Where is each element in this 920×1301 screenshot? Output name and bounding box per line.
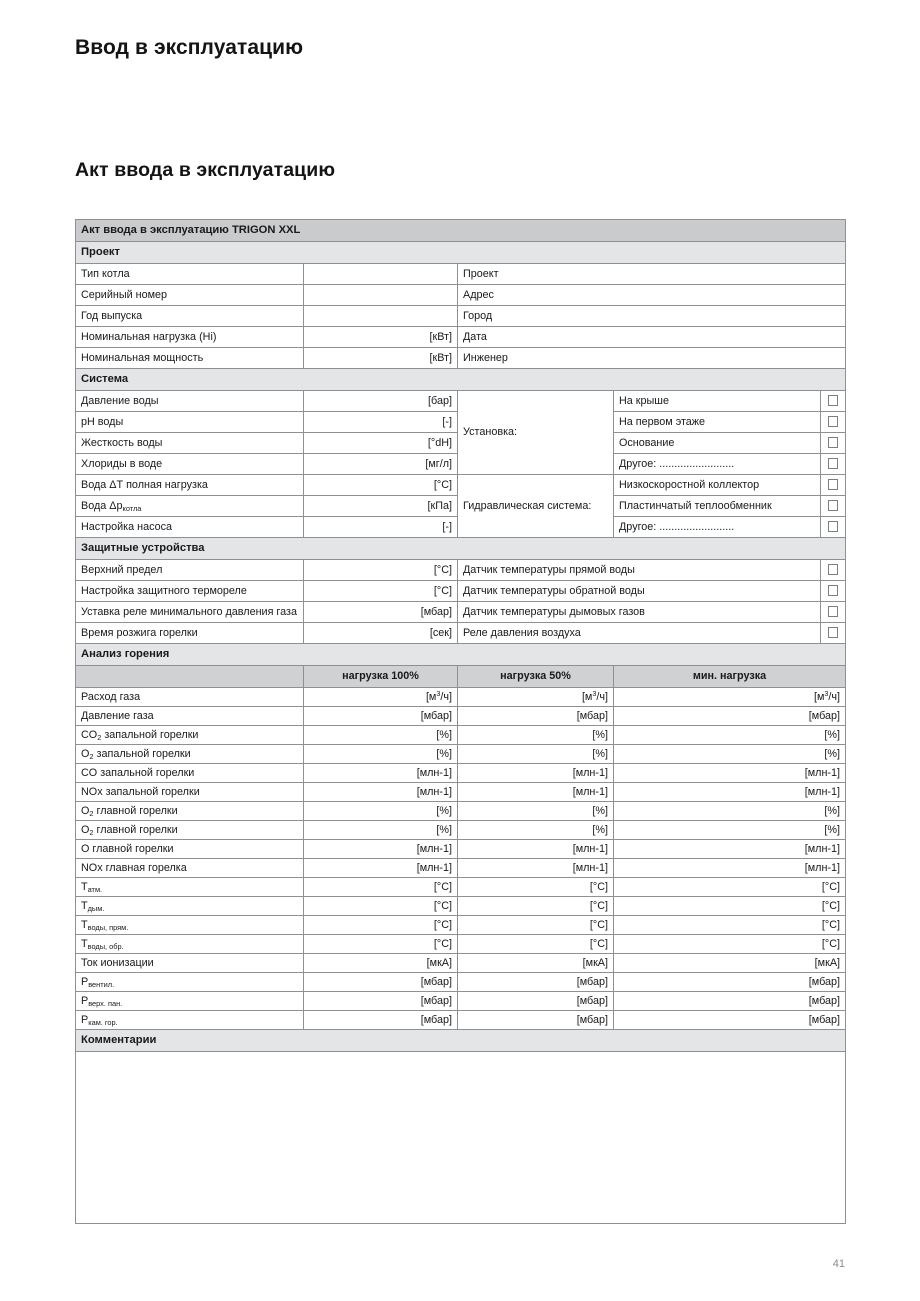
table-title-bar [76, 220, 846, 242]
combustion-value-load50[interactable]: [°C] [458, 935, 614, 954]
combustion-value-load50[interactable]: [млн-1] [458, 859, 614, 878]
combustion-value-loadmin[interactable]: [мбар] [614, 992, 846, 1011]
project-row-unit [304, 285, 458, 306]
system-option-checkbox[interactable] [821, 475, 846, 496]
combustion-value-loadmin[interactable]: [%] [614, 745, 846, 764]
combustion-row-label: NOx запальной горелки [76, 783, 304, 802]
combustion-value-loadmin[interactable]: [°C] [614, 916, 846, 935]
safety-option-checkbox[interactable] [821, 602, 846, 623]
combustion-value-loadmin[interactable]: [°C] [614, 897, 846, 916]
project-row [76, 348, 846, 369]
combustion-value-loadmin[interactable]: [%] [614, 802, 846, 821]
system-row-unit: [бар] [304, 391, 458, 412]
combustion-row [76, 992, 846, 1011]
combustion-col-blank [76, 666, 304, 688]
combustion-row [76, 954, 846, 973]
combustion-col-loadmin: мин. нагрузка [614, 666, 846, 688]
combustion-row [76, 688, 846, 707]
combustion-column-header-row [76, 666, 846, 688]
system-row-label: Вода Δркотла [76, 496, 304, 517]
section-header-safety [76, 538, 846, 560]
project-row-field-label: Проект [458, 264, 846, 285]
combustion-value-load100[interactable]: [мбар] [304, 992, 458, 1011]
safety-row-label: Время розжига горелки [76, 623, 304, 644]
project-row-field-label: Инженер [458, 348, 846, 369]
checkbox-box[interactable] [828, 606, 838, 617]
safety-row-label: Настройка защитного термореле [76, 581, 304, 602]
section-label-project: Проект [76, 242, 846, 264]
safety-row-unit: [мбар] [304, 602, 458, 623]
system-row-label: Давление воды [76, 391, 304, 412]
system-option-checkbox[interactable] [821, 433, 846, 454]
system-row-label: Вода ΔТ полная нагрузка [76, 475, 304, 496]
combustion-row [76, 707, 846, 726]
combustion-value-load50[interactable]: [мбар] [458, 1011, 614, 1030]
system-row-unit: [-] [304, 412, 458, 433]
combustion-value-load100[interactable]: [%] [304, 726, 458, 745]
checkbox-box[interactable] [828, 627, 838, 638]
checkbox-box[interactable] [828, 564, 838, 575]
checkbox-box[interactable] [828, 458, 838, 469]
system-row-label: pH воды [76, 412, 304, 433]
combustion-value-load100[interactable]: [млн-1] [304, 764, 458, 783]
project-row-label: Год выпуска [76, 306, 304, 327]
combustion-row-label: $O_2$ запальной горелки [76, 745, 304, 764]
checkbox-box[interactable] [828, 500, 838, 511]
combustion-row-label: Pкам. гор. [76, 1011, 304, 1030]
combustion-row-label: $O_2$ главной горелки [76, 821, 304, 840]
system-option-label: На первом этаже [614, 412, 821, 433]
combustion-row [76, 878, 846, 897]
combustion-row [76, 973, 846, 992]
combustion-value-loadmin[interactable]: [млн-1] [614, 764, 846, 783]
combustion-value-load50[interactable]: [мкА] [458, 954, 614, 973]
system-row [76, 475, 846, 496]
combustion-value-load100[interactable]: [%] [304, 745, 458, 764]
system-option-checkbox[interactable] [821, 412, 846, 433]
combustion-row-label: CO запальной горелки [76, 764, 304, 783]
section-label-safety: Защитные устройства [76, 538, 846, 560]
combustion-row [76, 821, 846, 840]
combustion-value-load100[interactable]: [мбар] [304, 973, 458, 992]
system-group-installation: Установка: [458, 391, 614, 475]
combustion-row [76, 745, 846, 764]
system-row-unit: [°C] [304, 475, 458, 496]
combustion-value-load50[interactable]: [°C] [458, 916, 614, 935]
combustion-row-label: Pверх. пан. [76, 992, 304, 1011]
combustion-value-load50[interactable]: [млн-1] [458, 764, 614, 783]
project-row-label: Серийный номер [76, 285, 304, 306]
combustion-value-loadmin[interactable]: [мбар] [614, 1011, 846, 1030]
combustion-value-load100[interactable]: [млн-1] [304, 783, 458, 802]
safety-row-label: Уставка реле минимального давления газа [76, 602, 304, 623]
system-option-label: Другое: ......................... [614, 517, 821, 538]
system-option-label: Пластинчатый теплообменник [614, 496, 821, 517]
section-header-comments [76, 1030, 846, 1052]
checkbox-box[interactable] [828, 479, 838, 490]
combustion-value-load100[interactable]: [%] [304, 802, 458, 821]
combustion-row [76, 802, 846, 821]
combustion-value-load50[interactable]: [%] [458, 802, 614, 821]
safety-row-unit: [°C] [304, 560, 458, 581]
combustion-value-load100[interactable]: [млн-1] [304, 840, 458, 859]
combustion-value-load50[interactable]: [%] [458, 745, 614, 764]
checkbox-box[interactable] [828, 521, 838, 532]
comments-textarea[interactable] [76, 1052, 846, 1224]
safety-option-checkbox[interactable] [821, 581, 846, 602]
safety-option-label: Датчик температуры прямой воды [458, 560, 821, 581]
combustion-value-load50[interactable]: [°C] [458, 897, 614, 916]
combustion-value-load50[interactable]: [млн-1] [458, 840, 614, 859]
safety-option-label: Датчик температуры дымовых газов [458, 602, 821, 623]
combustion-row-label: Tдым. [76, 897, 304, 916]
safety-row-unit: [сек] [304, 623, 458, 644]
combustion-row-label: Давление газа [76, 707, 304, 726]
checkbox-box[interactable] [828, 395, 838, 406]
combustion-value-load50[interactable]: [°C] [458, 878, 614, 897]
table-title: Акт ввода в эксплуатацию TRIGON XXL [76, 220, 846, 242]
combustion-value-load50[interactable]: [%] [458, 726, 614, 745]
safety-row [76, 602, 846, 623]
combustion-value-load100[interactable]: [°C] [304, 916, 458, 935]
combustion-row-label: Tводы, прям. [76, 916, 304, 935]
page-number: 41 [832, 1258, 845, 1270]
system-option-label: Основание [614, 433, 821, 454]
combustion-value-load100[interactable]: [%] [304, 821, 458, 840]
system-row-unit: [°dH] [304, 433, 458, 454]
page-title: Акт ввода в эксплуатацию [75, 159, 336, 181]
system-option-checkbox[interactable] [821, 496, 846, 517]
section-header-combustion [76, 644, 846, 666]
system-option-checkbox[interactable] [821, 517, 846, 538]
running-title: Ввод в эксплуатацию [75, 36, 304, 59]
project-row-label: Тип котла [76, 264, 304, 285]
project-row-field-label: Адрес [458, 285, 846, 306]
system-row-unit: [кПа] [304, 496, 458, 517]
combustion-row-label: $O_2$ главной горелки [76, 802, 304, 821]
safety-row [76, 623, 846, 644]
combustion-row [76, 726, 846, 745]
combustion-col-load100: нагрузка 100% [304, 666, 458, 688]
project-row-label: Номинальная нагрузка (Hi) [76, 327, 304, 348]
combustion-value-load50[interactable]: [%] [458, 821, 614, 840]
combustion-value-loadmin[interactable]: [мкА] [614, 954, 846, 973]
combustion-row [76, 897, 846, 916]
combustion-value-load100[interactable]: [°C] [304, 935, 458, 954]
project-row-unit: [кВт] [304, 327, 458, 348]
combustion-row-label: Tатм. [76, 878, 304, 897]
combustion-col-load50: нагрузка 50% [458, 666, 614, 688]
checkbox-box[interactable] [828, 585, 838, 596]
project-row-field-label: Город [458, 306, 846, 327]
combustion-value-loadmin[interactable]: [млн-1] [614, 859, 846, 878]
combustion-value-load100[interactable]: [млн-1] [304, 859, 458, 878]
combustion-row [76, 935, 846, 954]
system-option-label: На крыше [614, 391, 821, 412]
combustion-value-loadmin[interactable]: [°C] [614, 935, 846, 954]
combustion-value-loadmin[interactable]: $[м^3/ч]$ [614, 688, 846, 707]
combustion-value-load100[interactable]: [мкА] [304, 954, 458, 973]
combustion-value-load50[interactable]: $[м^3/ч]$ [458, 688, 614, 707]
combustion-value-load50[interactable]: [мбар] [458, 707, 614, 726]
system-option-checkbox[interactable] [821, 454, 846, 475]
system-row-unit: [-] [304, 517, 458, 538]
system-option-label: Другое: ......................... [614, 454, 821, 475]
section-label-comments: Комментарии [76, 1030, 846, 1052]
project-row [76, 327, 846, 348]
combustion-row [76, 916, 846, 935]
system-row-unit: [мг/л] [304, 454, 458, 475]
combustion-row-label: NOx главная горелка [76, 859, 304, 878]
section-header-system [76, 369, 846, 391]
combustion-value-loadmin[interactable]: [%] [614, 821, 846, 840]
combustion-value-loadmin[interactable]: [мбар] [614, 707, 846, 726]
combustion-row [76, 1011, 846, 1030]
safety-row-label: Верхний предел [76, 560, 304, 581]
combustion-row [76, 840, 846, 859]
combustion-value-load50[interactable]: [мбар] [458, 973, 614, 992]
safety-option-checkbox[interactable] [821, 560, 846, 581]
safety-row-unit: [°C] [304, 581, 458, 602]
combustion-value-loadmin[interactable]: [°C] [614, 878, 846, 897]
safety-option-label: Датчик температуры обратной воды [458, 581, 821, 602]
combustion-value-loadmin[interactable]: [млн-1] [614, 783, 846, 802]
combustion-row [76, 764, 846, 783]
table-body [76, 220, 846, 1224]
combustion-row-label: Tводы, обр. [76, 935, 304, 954]
project-row [76, 285, 846, 306]
combustion-row [76, 783, 846, 802]
combustion-value-loadmin[interactable]: [мбар] [614, 973, 846, 992]
combustion-row [76, 859, 846, 878]
combustion-value-load100[interactable]: [°C] [304, 897, 458, 916]
comments-area-row [76, 1052, 846, 1224]
combustion-row-label: О главной горелки [76, 840, 304, 859]
safety-row [76, 560, 846, 581]
combustion-value-loadmin[interactable]: [млн-1] [614, 840, 846, 859]
project-row-label: Номинальная мощность [76, 348, 304, 369]
checkbox-box[interactable] [828, 416, 838, 427]
system-row-label: Хлориды в воде [76, 454, 304, 475]
combustion-value-load50[interactable]: [мбар] [458, 992, 614, 1011]
project-row-field-label: Дата [458, 327, 846, 348]
combustion-value-load100[interactable]: [мбар] [304, 707, 458, 726]
combustion-row-label: Расход газа [76, 688, 304, 707]
combustion-row-label: $CO_2$ запальной горелки [76, 726, 304, 745]
combustion-row-label: Ток ионизации [76, 954, 304, 973]
section-header-project [76, 242, 846, 264]
safety-option-label: Реле давления воздуха [458, 623, 821, 644]
section-label-system: Система [76, 369, 846, 391]
project-row [76, 306, 846, 327]
project-row-unit [304, 306, 458, 327]
combustion-row-label: Pвентил. [76, 973, 304, 992]
combustion-value-load100[interactable]: [°C] [304, 878, 458, 897]
system-option-label: Низкоскоростной коллектор [614, 475, 821, 496]
commissioning-report-table [75, 219, 846, 1224]
project-row-unit [304, 264, 458, 285]
project-row [76, 264, 846, 285]
checkbox-box[interactable] [828, 437, 838, 448]
combustion-value-load100[interactable]: $[м^3/ч]$ [304, 688, 458, 707]
combustion-value-load100[interactable]: [мбар] [304, 1011, 458, 1030]
system-option-checkbox[interactable] [821, 391, 846, 412]
system-group-hydraulic: Гидравлическая система: [458, 475, 614, 538]
project-row-unit: [кВт] [304, 348, 458, 369]
system-row-label: Настройка насоса [76, 517, 304, 538]
safety-option-checkbox[interactable] [821, 623, 846, 644]
combustion-value-loadmin[interactable]: [%] [614, 726, 846, 745]
system-row-label: Жесткость воды [76, 433, 304, 454]
safety-row [76, 581, 846, 602]
system-row [76, 391, 846, 412]
section-label-combustion: Анализ горения [76, 644, 846, 666]
combustion-value-load50[interactable]: [млн-1] [458, 783, 614, 802]
